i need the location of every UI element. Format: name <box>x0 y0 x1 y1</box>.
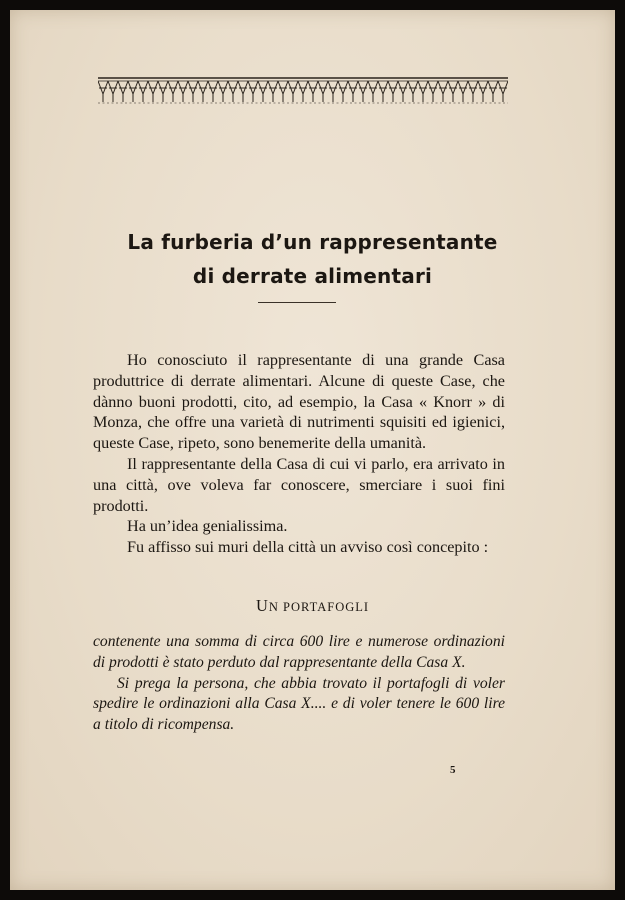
ornament-motif <box>178 81 188 102</box>
ornament-motif <box>238 81 248 102</box>
ornament-motif <box>108 81 118 102</box>
ornament-motif <box>398 81 408 102</box>
ornament-motif <box>468 81 478 102</box>
ornament-motif <box>478 81 488 102</box>
paragraph: Ha un’idea genialissima. <box>127 517 288 536</box>
notice-heading: UN PORTAFOGLI <box>255 596 370 615</box>
notice-paragraph: contenente una somma di circa 600 lire e numerose ordinazioni di prodotti è stato perduto dal rappresentante della Casa X. <box>93 633 505 671</box>
body-text <box>93 350 505 558</box>
ornament-motif <box>258 81 268 102</box>
ornament-motif <box>448 81 458 102</box>
ornament-motif <box>208 81 218 102</box>
ornament-motif <box>438 81 448 102</box>
chapter-title-line-1: La furberia d’un rappresentante <box>127 230 498 254</box>
ornament-motif <box>138 81 148 102</box>
paragraph: Ho conosciuto il rappresentante di una grande Casa produttrice di derrate alimentari. Alcune di queste Case, che dànno buoni prodotti, cito, ad esempio, la Casa « Knorr » di Monza, che offre una varietà di nutrimenti squisiti ed igienici, queste Case, ripeto, sono benemerite della umanità. <box>93 351 505 453</box>
ornament-motif <box>118 81 128 102</box>
ornament-motif <box>308 81 318 102</box>
ornament-motif <box>268 81 278 102</box>
notice-text <box>93 632 505 736</box>
ornament-motif <box>358 81 368 102</box>
ornament-motif <box>318 81 328 102</box>
ornament-motif <box>98 81 108 102</box>
ornament-motif <box>418 81 428 102</box>
ornament-motif <box>408 81 418 102</box>
ornament-motif <box>168 81 178 102</box>
paragraph: Il rappresentante della Casa di cui vi parlo, era arrivato in una città, ove voleva far conoscere, smerciare i suoi fini prodotti. <box>93 454 505 515</box>
ornament-motif <box>498 81 508 102</box>
ornament-motif <box>298 81 308 102</box>
page-number: 5 <box>450 764 456 776</box>
decorative-border-ornament <box>98 72 508 112</box>
ornament-motif <box>288 81 298 102</box>
ornament-motif <box>368 81 378 102</box>
notice-paragraph: Si prega la persona, che abbia trovato il portafogli di voler spedire le ordinazioni alla Casa X.... e di voler tenere le 600 lire a titolo di ricompensa. <box>93 674 505 734</box>
ornament-motif <box>378 81 388 102</box>
ornament-motif <box>128 81 138 102</box>
ornament-motif <box>278 81 288 102</box>
ornament-motif <box>338 81 348 102</box>
chapter-title-line-2: di derrate alimentari <box>192 264 433 288</box>
ornament-motif <box>188 81 198 102</box>
ornament-motif <box>328 81 338 102</box>
ornament-motif <box>218 81 228 102</box>
book-page <box>10 10 615 890</box>
ornament-motif <box>248 81 258 102</box>
title-divider <box>258 302 336 303</box>
ornament-motif <box>458 81 468 102</box>
ornament-motif <box>348 81 358 102</box>
ornament-motif <box>198 81 208 102</box>
paragraph: Fu affisso sui muri della città un avviso così concepito : <box>127 538 489 557</box>
ornament-motif <box>228 81 238 102</box>
ornament-motif <box>158 81 168 102</box>
ornament-motif <box>148 81 158 102</box>
ornament-motif <box>488 81 498 102</box>
ornament-motif <box>428 81 438 102</box>
ornament-motif <box>388 81 398 102</box>
